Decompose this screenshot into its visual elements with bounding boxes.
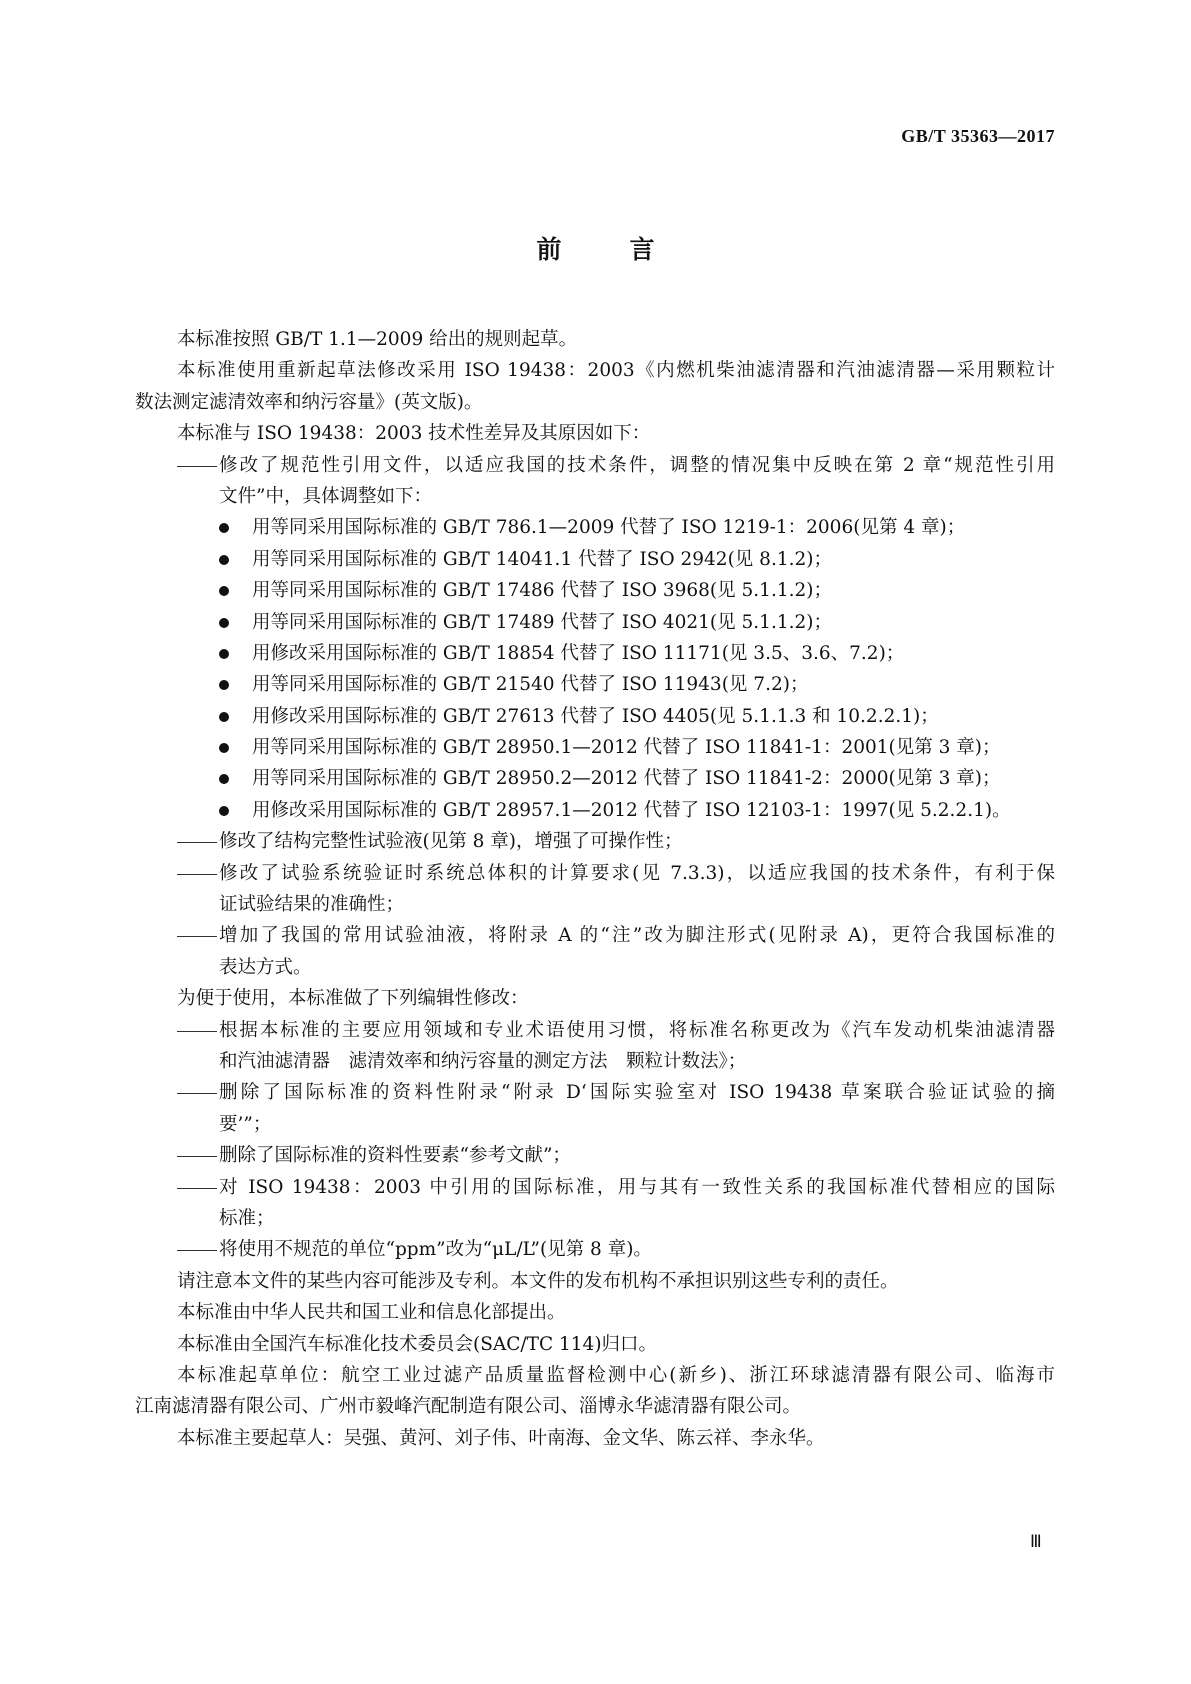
line-text: 修改了规范性引用文件，以适应我国的技术条件，调整的情况集中反映在第 2 章“规范性引用 — [219, 454, 1055, 476]
dash-item — [135, 1015, 1055, 1078]
text-line — [135, 1140, 1055, 1171]
text-line — [135, 1046, 1055, 1077]
paragraph — [135, 1423, 1055, 1454]
paragraph — [135, 1266, 1055, 1297]
line-text: 将使用不规范的单位“ppm”改为“μL/L”(见第 8 章)。 — [219, 1239, 652, 1261]
bullet-item — [135, 732, 1055, 763]
bullet-item — [135, 763, 1055, 794]
text-line — [135, 732, 1055, 763]
bullet-icon — [219, 743, 229, 753]
paragraph — [135, 355, 1055, 418]
line-text: 用等同采用国际标准的 GB/T 14041.1 代替了 ISO 2942(见 8.1.2)； — [252, 548, 832, 570]
bullet-icon — [219, 523, 229, 533]
line-text: 对 ISO 19438：2003 中引用的国际标准，用与其有一致性关系的我国标准代替相应的国际 — [219, 1176, 1055, 1198]
text-line — [135, 638, 1055, 669]
title-char: 言 — [629, 235, 655, 264]
bullet-item — [135, 795, 1055, 826]
bullet-icon — [219, 649, 229, 659]
text-line — [135, 983, 1055, 1014]
text-line — [135, 418, 1055, 449]
standard-number-header: GB/T 35363—2017 — [901, 126, 1055, 146]
text-line — [135, 355, 1055, 386]
line-text: 用等同采用国际标准的 GB/T 17486 代替了 ISO 3968(见 5.1.1.2)； — [252, 580, 832, 602]
paragraph — [135, 983, 1055, 1014]
text-line — [135, 1109, 1055, 1140]
line-text: 本标准主要起草人：吴强、黄河、刘子伟、叶南海、金文华、陈云祥、李永华。 — [177, 1427, 825, 1449]
text-line — [135, 607, 1055, 638]
line-text: 用等同采用国际标准的 GB/T 21540 代替了 ISO 11943(见 7.2)； — [252, 674, 809, 696]
line-text: 用等同采用国际标准的 GB/T 786.1—2009 代替了 ISO 1219-1：2006(见第 4 章)； — [252, 517, 966, 539]
line-text: 用等同采用国际标准的 GB/T 28950.1—2012 代替了 ISO 11841-1：2001(见第 3 章)； — [252, 737, 1001, 759]
line-text: 本标准使用重新起草法修改采用 ISO 19438：2003《内燃机柴油滤清器和汽油滤清器—采用颗粒计 — [177, 360, 1055, 382]
bullet-icon — [219, 680, 229, 690]
bullet-icon — [219, 712, 229, 722]
bullet-item — [135, 544, 1055, 575]
paragraph — [135, 1360, 1055, 1423]
dash-item — [135, 826, 1055, 857]
line-text: 删除了国际标准的资料性附录“附录 D‘国际实验室对 ISO 19438 草案联合验证试验的摘 — [219, 1082, 1055, 1104]
text-line — [135, 1172, 1055, 1203]
bullet-icon — [219, 586, 229, 596]
text-line — [135, 1234, 1055, 1265]
dash-item — [135, 1077, 1055, 1140]
text-line — [135, 1423, 1055, 1454]
text-line — [135, 952, 1055, 983]
text-line — [135, 324, 1055, 355]
text-line — [135, 795, 1055, 826]
line-text: 用修改采用国际标准的 GB/T 27613 代替了 ISO 4405(见 5.1.1.3 和 10.2.2.1)； — [252, 705, 939, 727]
bullet-item — [135, 669, 1055, 700]
line-text: 根据本标准的主要应用领域和专业术语使用习惯，将标准名称更改为《汽车发动机柴油滤清器 — [219, 1019, 1055, 1041]
line-text: 文件”中，具体调整如下： — [219, 485, 432, 507]
bullet-item — [135, 607, 1055, 638]
paragraph — [135, 418, 1055, 449]
dash-item — [135, 858, 1055, 921]
text-line — [135, 1266, 1055, 1297]
text-line — [135, 1077, 1055, 1108]
text-line — [135, 763, 1055, 794]
paragraph — [135, 324, 1055, 355]
line-text: 表达方式。 — [219, 956, 312, 978]
text-line — [135, 669, 1055, 700]
line-text: 为便于使用，本标准做了下列编辑性修改： — [177, 988, 529, 1010]
line-text: 本标准由全国汽车标准化技术委员会(SAC/TC 114)归口。 — [177, 1333, 658, 1355]
document-body — [135, 324, 1055, 1454]
bullet-item — [135, 701, 1055, 732]
line-text: 本标准与 ISO 19438：2003 技术性差异及其原因如下： — [177, 423, 651, 445]
line-text: 修改了试验系统验证时系统总体积的计算要求(见 7.3.3)，以适应我国的技术条件，有利于保 — [219, 862, 1055, 884]
title-char: 前 — [536, 235, 562, 264]
line-text: 用修改采用国际标准的 GB/T 18854 代替了 ISO 11171(见 3.5、3.6、7.2)； — [252, 642, 905, 664]
bullet-icon — [219, 618, 229, 628]
bullet-icon — [219, 555, 229, 565]
dash-item — [135, 1140, 1055, 1171]
paragraph — [135, 1297, 1055, 1328]
text-line — [135, 826, 1055, 857]
text-line — [135, 920, 1055, 951]
line-text: 用修改采用国际标准的 GB/T 28957.1—2012 代替了 ISO 12103-1：1997(见 5.2.2.1)。 — [252, 799, 1011, 821]
line-text: 增加了我国的常用试验油液，将附录 A 的“注”改为脚注形式(见附录 A)，更符合我国标准的 — [219, 925, 1055, 947]
line-text: 请注意本文件的某些内容可能涉及专利。本文件的发布机构不承担识别这些专利的责任。 — [177, 1270, 899, 1292]
dash-item — [135, 1234, 1055, 1265]
dash-item — [135, 450, 1055, 513]
line-text: 本标准由中华人民共和国工业和信息化部提出。 — [177, 1302, 566, 1324]
paragraph — [135, 1329, 1055, 1360]
text-line — [135, 701, 1055, 732]
text-line — [135, 1360, 1055, 1391]
page-title — [0, 230, 1191, 266]
line-text: 修改了结构完整性试验液(见第 8 章)，增强了可操作性； — [219, 831, 683, 853]
text-line — [135, 575, 1055, 606]
line-text: 用等同采用国际标准的 GB/T 17489 代替了 ISO 4021(见 5.1.1.2)； — [252, 611, 832, 633]
text-line — [135, 544, 1055, 575]
bullet-item — [135, 638, 1055, 669]
text-line — [135, 1015, 1055, 1046]
bullet-item — [135, 575, 1055, 606]
dash-item — [135, 1172, 1055, 1235]
text-line — [135, 1203, 1055, 1234]
line-text: 标准； — [219, 1207, 275, 1229]
text-line — [135, 512, 1055, 543]
text-line — [135, 481, 1055, 512]
text-line — [135, 1391, 1055, 1422]
text-line — [135, 1297, 1055, 1328]
bullet-item — [135, 512, 1055, 543]
dash-item — [135, 920, 1055, 983]
text-line — [135, 858, 1055, 889]
line-text: 用等同采用国际标准的 GB/T 28950.2—2012 代替了 ISO 11841-2：2000(见第 3 章)； — [252, 768, 1001, 790]
line-text: 和汽油滤清器 滤清效率和纳污容量的测定方法 颗粒计数法》； — [219, 1050, 747, 1072]
page-number: Ⅲ — [1030, 1532, 1042, 1551]
bullet-icon — [219, 806, 229, 816]
line-text: 数法测定滤清效率和纳污容量》(英文版)。 — [135, 391, 483, 413]
text-line — [135, 889, 1055, 920]
line-text: 要’”； — [219, 1113, 272, 1135]
text-line — [135, 450, 1055, 481]
text-line — [135, 387, 1055, 418]
line-text: 证试验结果的准确性； — [219, 894, 405, 916]
line-text: 本标准起草单位：航空工业过滤产品质量监督检测中心(新乡)、浙江环球滤清器有限公司、临海市 — [177, 1364, 1055, 1386]
line-text: 江南滤清器有限公司、广州市毅峰汽配制造有限公司、淄博永华滤清器有限公司。 — [135, 1396, 802, 1418]
line-text: 本标准按照 GB/T 1.1—2009 给出的规则起草。 — [177, 329, 578, 350]
line-text: 删除了国际标准的资料性要素“参考文献”； — [219, 1145, 571, 1167]
bullet-icon — [219, 774, 229, 784]
text-line — [135, 1329, 1055, 1360]
